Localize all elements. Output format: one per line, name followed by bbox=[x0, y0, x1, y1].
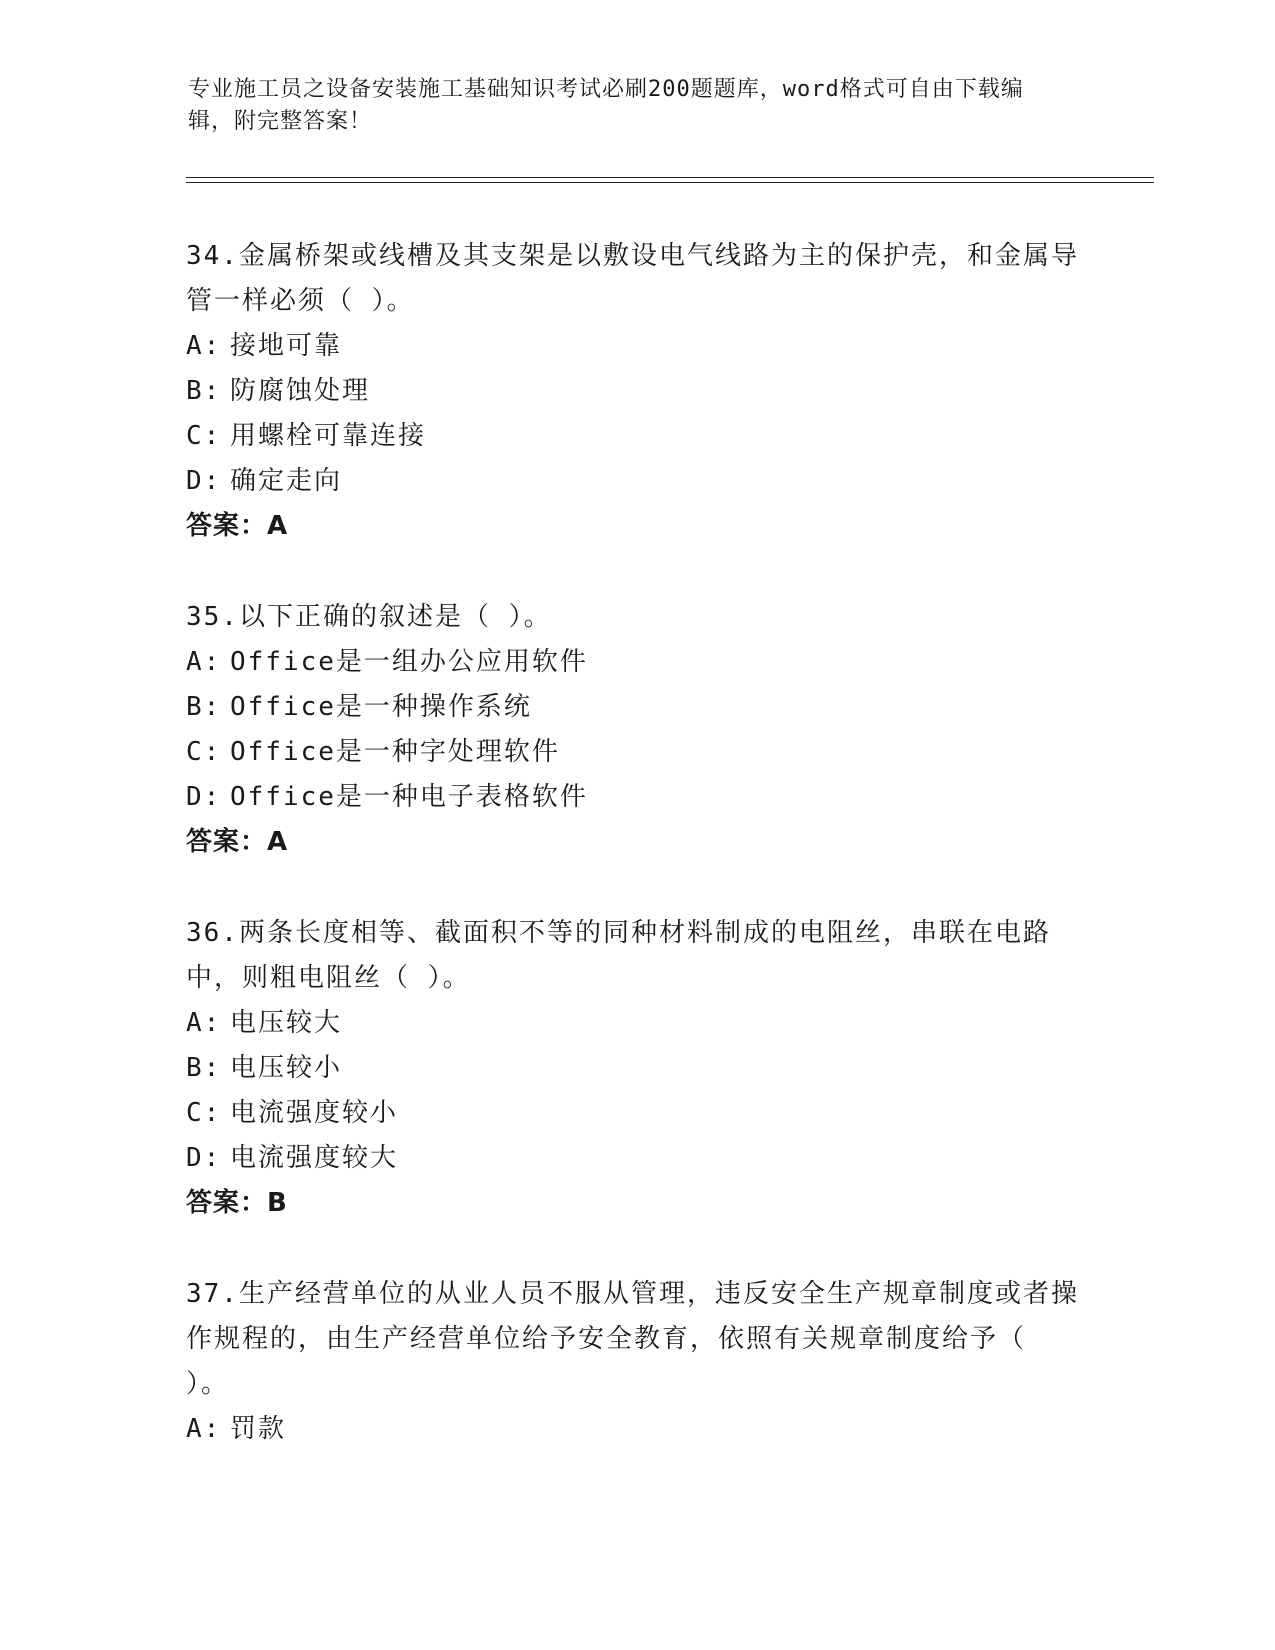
header-divider bbox=[186, 182, 1154, 183]
question-34 bbox=[186, 234, 1086, 549]
option-key: C: bbox=[186, 737, 222, 767]
question-37 bbox=[186, 1272, 1086, 1452]
option-b bbox=[186, 1046, 1086, 1091]
option-key: A: bbox=[186, 647, 222, 677]
option-text: 电流强度较大 bbox=[230, 1143, 399, 1173]
option-key: A: bbox=[186, 331, 222, 361]
answer-line: 答案：B bbox=[186, 1188, 288, 1218]
document-header: 专业施工员之设备安装施工基础知识考试必刷200题题库，word格式可自由下载编辑，附完整答案！ bbox=[188, 77, 1024, 134]
option-text: Office是一种字处理软件 bbox=[230, 737, 560, 767]
option-text: Office是一组办公应用软件 bbox=[230, 647, 588, 677]
question-stem: 34.金属桥架或线槽及其支架是以敷设电气线路为主的保护壳，和金属导管一样必须（ ）。 bbox=[186, 241, 1079, 316]
option-key: B: bbox=[186, 1053, 222, 1083]
option-text: 罚款 bbox=[230, 1414, 287, 1444]
header-divider bbox=[186, 177, 1154, 178]
answer-line: 答案：A bbox=[186, 827, 289, 857]
question-stem: 37.生产经营单位的从业人员不服从管理，违反安全生产规章制度或者操作规程的，由生产经营单位给予安全教育，依照有关规章制度给予（ ）。 bbox=[186, 1279, 1079, 1399]
option-b bbox=[186, 685, 1086, 730]
option-text: 确定走向 bbox=[230, 466, 343, 496]
option-text: 电压较大 bbox=[230, 1008, 343, 1038]
option-text: 防腐蚀处理 bbox=[230, 376, 371, 406]
option-key: A: bbox=[186, 1414, 222, 1444]
option-key: B: bbox=[186, 376, 222, 406]
option-text: Office是一种操作系统 bbox=[230, 692, 532, 722]
option-d bbox=[186, 775, 1086, 820]
option-text: 电流强度较小 bbox=[230, 1098, 399, 1128]
option-key: A: bbox=[186, 1008, 222, 1038]
option-text: 电压较小 bbox=[230, 1053, 343, 1083]
option-text: 接地可靠 bbox=[230, 331, 343, 361]
answer-line: 答案：A bbox=[186, 511, 289, 541]
question-36 bbox=[186, 911, 1086, 1226]
option-key: D: bbox=[186, 466, 222, 496]
question-list bbox=[186, 234, 1086, 1498]
option-c bbox=[186, 414, 1086, 459]
option-text: 用螺栓可靠连接 bbox=[230, 421, 427, 451]
option-key: C: bbox=[186, 1098, 222, 1128]
question-stem: 35.以下正确的叙述是（ ）。 bbox=[186, 602, 552, 632]
option-a bbox=[186, 640, 1086, 685]
option-c bbox=[186, 1091, 1086, 1136]
question-35 bbox=[186, 595, 1086, 865]
option-a bbox=[186, 1001, 1086, 1046]
option-key: D: bbox=[186, 1143, 222, 1173]
option-key: C: bbox=[186, 421, 222, 451]
option-d bbox=[186, 1136, 1086, 1181]
option-key: B: bbox=[186, 692, 222, 722]
option-key: D: bbox=[186, 782, 222, 812]
question-stem: 36.两条长度相等、截面积不等的同种材料制成的电阻丝，串联在电路中，则粗电阻丝（ ）。 bbox=[186, 918, 1051, 993]
option-text: Office是一种电子表格软件 bbox=[230, 782, 588, 812]
option-c bbox=[186, 730, 1086, 775]
option-a bbox=[186, 1407, 1086, 1452]
option-d bbox=[186, 459, 1086, 504]
option-a bbox=[186, 324, 1086, 369]
option-b bbox=[186, 369, 1086, 414]
